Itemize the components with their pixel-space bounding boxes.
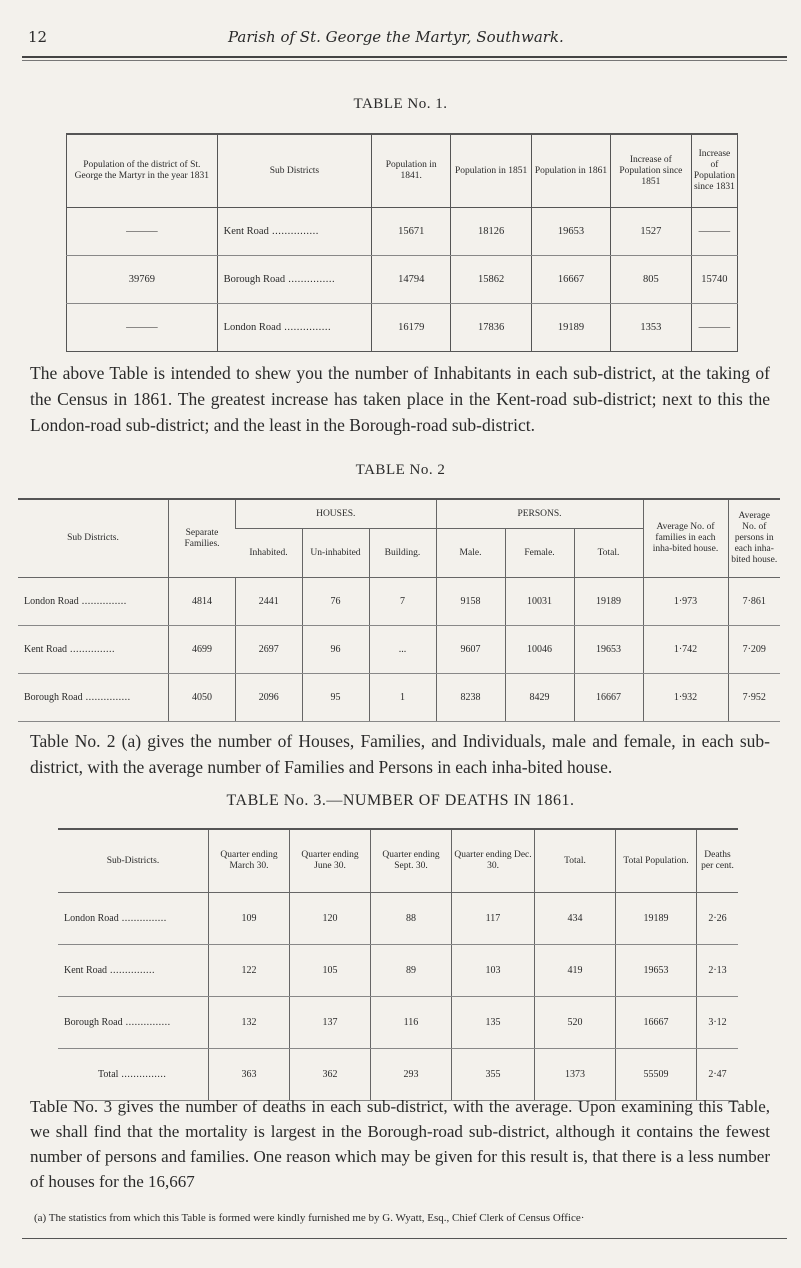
cell-building: 1: [369, 674, 436, 722]
table2-header-persons: PERSONS.: [436, 499, 643, 529]
cell-district: Borough Road: [223, 274, 286, 285]
cell-district: London Road: [64, 913, 119, 924]
cell-pop1831: ———: [67, 208, 218, 256]
cell-avg-families: 1·742: [643, 626, 728, 674]
cell-uninhabited: 96: [302, 626, 369, 674]
cell-total: 1373: [535, 1049, 616, 1101]
table3-header-row: [58, 829, 738, 893]
table2-header-families: Separate Families.: [169, 499, 236, 578]
leader-dots: [269, 226, 319, 237]
table-2: [18, 498, 780, 722]
cell-inc1831: ———: [691, 304, 737, 352]
leader-dots: [107, 965, 155, 976]
table-row: [67, 256, 738, 304]
cell-total: 520: [535, 997, 616, 1049]
table2-header-male: Male.: [436, 529, 505, 578]
table1-header-subdistricts: Sub Districts: [217, 134, 372, 208]
table-1: [66, 133, 738, 352]
cell-q3: 116: [371, 997, 452, 1049]
cell-inhabited: 2697: [236, 626, 303, 674]
cell-avg-persons: 7·861: [728, 578, 780, 626]
table-total-row: [58, 1049, 738, 1101]
table1-header-pop1831: Population of the district of St. George the Martyr in the year 1831: [67, 134, 218, 208]
table3-header-q2: Quarter ending June 30.: [290, 829, 371, 893]
cell-q3: 89: [371, 945, 452, 997]
cell-male: 9607: [436, 626, 505, 674]
table3-header-population: Total Population.: [616, 829, 697, 893]
cell-q3: 293: [371, 1049, 452, 1101]
cell-pop1831: 39769: [67, 256, 218, 304]
cell-q2: 120: [290, 893, 371, 945]
cell-families: 4050: [169, 674, 236, 722]
table3-caption: TABLE No. 3.—NUMBER OF DEATHS IN 1861.: [226, 792, 575, 809]
paragraph-table3-note: Table No. 3 gives the number of deaths in each sub-district, with the average. Upon examining this Table, we shall find that the mortality is largest in the Borough-road sub-district, although it contains the fewest number of persons and families. One reason which may be given for this result is, that there is a less number of houses for the 16,667: [30, 1097, 770, 1191]
cell-inc1851: 1353: [610, 304, 691, 352]
cell-p1851: 18126: [451, 208, 532, 256]
cell-district: Kent Road: [223, 226, 269, 237]
cell-district: Kent Road: [24, 644, 68, 655]
table2-header-inhabited: Inhabited.: [236, 529, 303, 578]
table1-header-p1861: Population in 1861: [532, 134, 611, 208]
cell-total: 19653: [574, 626, 643, 674]
table-row: [67, 208, 738, 256]
cell-pop1831: ———: [67, 304, 218, 352]
leader-dots: [83, 692, 131, 703]
table-row: [58, 945, 738, 997]
cell-p1861: 16667: [532, 256, 611, 304]
cell-avg-persons: 7·952: [728, 674, 780, 722]
cell-population: 16667: [616, 997, 697, 1049]
leader-dots: [123, 1017, 171, 1028]
cell-population: 55509: [616, 1049, 697, 1101]
table1-header-inc1851: Increase of Population since 1851: [610, 134, 691, 208]
cell-p1861: 19189: [532, 304, 611, 352]
table-row: [18, 578, 780, 626]
cell-female: 10031: [505, 578, 574, 626]
table2-header-avg-persons: Average No. of persons in each inha-bited house.: [728, 499, 780, 578]
table-row: [67, 304, 738, 352]
table-row: [18, 674, 780, 722]
cell-q2: 362: [290, 1049, 371, 1101]
leader-dots: [118, 1069, 166, 1080]
leader-dots: [281, 322, 331, 333]
table2-header-uninhabited: Un-inhabited: [302, 529, 369, 578]
table-row: [18, 626, 780, 674]
table2-header-houses: HOUSES.: [236, 499, 437, 529]
table2-header-female: Female.: [505, 529, 574, 578]
cell-q1: 363: [209, 1049, 290, 1101]
cell-families: 4814: [169, 578, 236, 626]
cell-district: Total: [98, 1069, 119, 1080]
cell-district: London Road: [24, 596, 79, 607]
table3-header-subdistricts: Sub-Districts.: [58, 829, 209, 893]
table3-header-q1: Quarter ending March 30.: [209, 829, 290, 893]
cell-inc1831: ———: [691, 208, 737, 256]
table2-header-subdistricts: Sub Districts.: [18, 499, 169, 578]
cell-inhabited: 2441: [236, 578, 303, 626]
table2-caption: TABLE No. 2: [355, 462, 446, 478]
cell-total: 419: [535, 945, 616, 997]
cell-inc1851: 805: [610, 256, 691, 304]
cell-building: ...: [369, 626, 436, 674]
table-row: [58, 997, 738, 1049]
cell-avg-families: 1·973: [643, 578, 728, 626]
table3-header-q3: Quarter ending Sept. 30.: [371, 829, 452, 893]
table1-header-row: [67, 134, 738, 208]
table2-group-row: [18, 499, 780, 529]
cell-families: 4699: [169, 626, 236, 674]
table1-header-p1851: Population in 1851: [451, 134, 532, 208]
page-header: [28, 28, 788, 50]
cell-q4: 135: [452, 997, 535, 1049]
cell-inc1831: 15740: [691, 256, 737, 304]
table1-header-p1841: Population in 1841.: [372, 134, 451, 208]
cell-q1: 122: [209, 945, 290, 997]
cell-deaths-pct: 2·47: [697, 1049, 739, 1101]
cell-building: 7: [369, 578, 436, 626]
cell-male: 8238: [436, 674, 505, 722]
cell-q1: 132: [209, 997, 290, 1049]
cell-district: Kent Road: [64, 965, 108, 976]
table1-header-inc1831: Increase of Population since 1831: [691, 134, 737, 208]
cell-total: 434: [535, 893, 616, 945]
leader-dots: [67, 644, 115, 655]
cell-avg-persons: 7·209: [728, 626, 780, 674]
cell-deaths-pct: 3·12: [697, 997, 739, 1049]
cell-deaths-pct: 2·26: [697, 893, 739, 945]
cell-male: 9158: [436, 578, 505, 626]
paragraph-table2-note: Table No. 2 (a) gives the number of Houses, Families, and Individuals, male and female, in each sub-district, with the average number of Families and Persons in each inha-bited house.: [30, 731, 770, 777]
cell-p1841: 15671: [372, 208, 451, 256]
cell-district: London Road: [223, 322, 282, 333]
table2-header-avg-families: Average No. of families in each inha-bited house.: [643, 499, 728, 578]
table3-header-total: Total.: [535, 829, 616, 893]
cell-p1851: 15862: [451, 256, 532, 304]
cell-female: 10046: [505, 626, 574, 674]
cell-inhabited: 2096: [236, 674, 303, 722]
cell-p1841: 14794: [372, 256, 451, 304]
cell-population: 19189: [616, 893, 697, 945]
page-number: 12: [28, 28, 48, 46]
cell-q3: 88: [371, 893, 452, 945]
running-title: Parish of St. George the Martyr, Southwark.: [228, 28, 564, 46]
cell-district: Borough Road: [64, 1017, 123, 1028]
header-rule: [22, 56, 787, 58]
paragraph-table1-note: The above Table is intended to shew you the number of Inhabitants in each sub-district, at the taking of the Census in 1861. The greatest increase has taken place in the Kent-road sub-district; next to this the London-road sub-district; and the least in the Borough-road sub-district.: [30, 363, 770, 435]
leader-dots: [285, 274, 335, 285]
cell-population: 19653: [616, 945, 697, 997]
table2-header-building: Building.: [369, 529, 436, 578]
cell-q4: 355: [452, 1049, 535, 1101]
cell-female: 8429: [505, 674, 574, 722]
leader-dots: [79, 596, 127, 607]
cell-uninhabited: 95: [302, 674, 369, 722]
table3-header-q4: Quarter ending Dec. 30.: [452, 829, 535, 893]
cell-district: Borough Road: [24, 692, 83, 703]
table-row: [58, 893, 738, 945]
table-3: [58, 828, 738, 1101]
cell-q1: 109: [209, 893, 290, 945]
cell-q2: 105: [290, 945, 371, 997]
leader-dots: [119, 913, 167, 924]
footnote: (a) The statistics from which this Table is formed were kindly furnished me by G. Wyatt, Esq., Chief Clerk of Census Office·: [34, 1212, 585, 1224]
table1-caption: TABLE No. 1.: [353, 96, 448, 112]
cell-q2: 137: [290, 997, 371, 1049]
table2-header-total: Total.: [574, 529, 643, 578]
footer-rule: [22, 1238, 787, 1239]
cell-q4: 117: [452, 893, 535, 945]
cell-total: 19189: [574, 578, 643, 626]
header-rule-thin: [22, 60, 787, 61]
cell-q4: 103: [452, 945, 535, 997]
cell-deaths-pct: 2·13: [697, 945, 739, 997]
cell-total: 16667: [574, 674, 643, 722]
cell-p1851: 17836: [451, 304, 532, 352]
cell-avg-families: 1·932: [643, 674, 728, 722]
cell-p1861: 19653: [532, 208, 611, 256]
cell-uninhabited: 76: [302, 578, 369, 626]
cell-inc1851: 1527: [610, 208, 691, 256]
cell-p1841: 16179: [372, 304, 451, 352]
table3-header-deaths-pct: Deaths per cent.: [697, 829, 739, 893]
